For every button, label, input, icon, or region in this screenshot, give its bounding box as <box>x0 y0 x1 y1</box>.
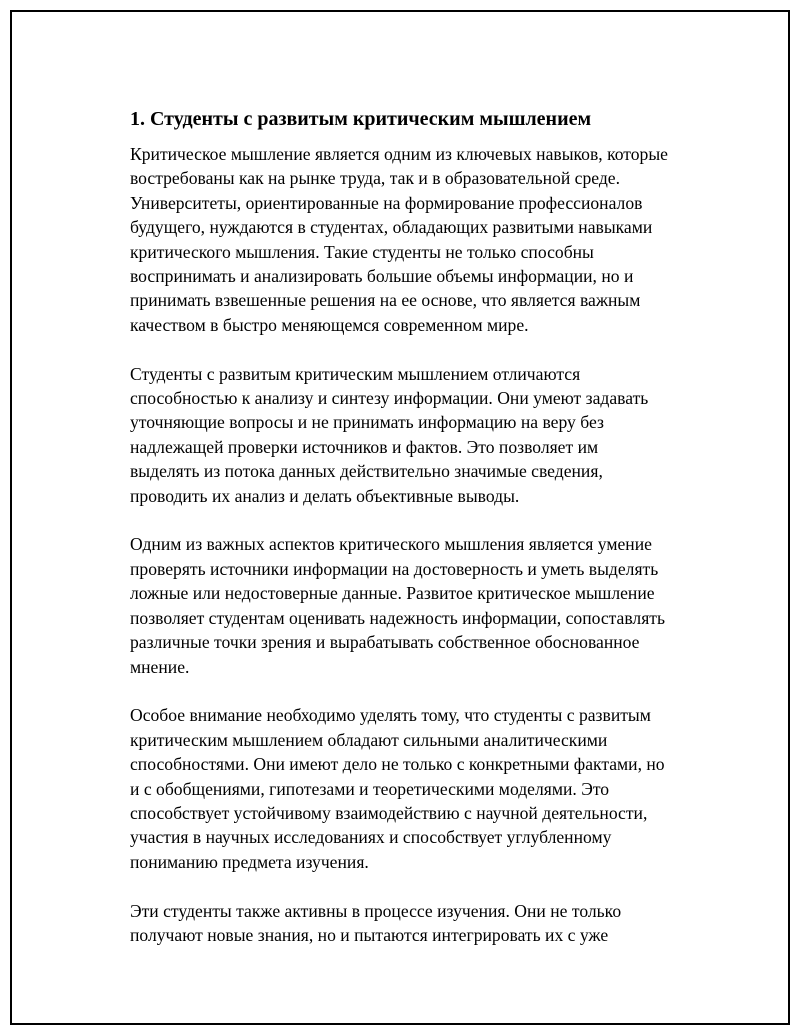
text-line: Эти студенты также активны в процессе изучения. Они не только <box>130 900 622 921</box>
text-line: надлежащей проверки источников и фактов. Это позволяет им <box>130 436 599 457</box>
text-line: Критическое мышление является одним из ключевых навыков, которые <box>130 144 668 164</box>
text-line: Студенты с развитым критическим мышлением отличаются <box>130 363 581 384</box>
text-line: проверять источники информации на достоверность и уметь выделять <box>130 558 659 579</box>
text-line: участия в научных исследованиях и способствует углубленному <box>130 827 612 848</box>
text-line: мнение. <box>130 656 190 677</box>
text-line: получают новые знания, но и пытаются интегрировать их с уже <box>130 924 609 945</box>
document-body <box>130 106 710 972</box>
text-line: способствует устойчивому взаимодействию с научной деятельности, <box>130 802 648 823</box>
text-line: различные точки зрения и вырабатывать собственное обоснованное <box>130 632 640 653</box>
text-line: проводить их анализ и делать объективные выводы. <box>130 485 520 506</box>
text-line: и с обобщениями, гипотезами и теоретическими моделями. Это <box>130 778 610 799</box>
paragraph <box>130 362 710 508</box>
text-line: будущего, нуждаются в студентах, обладающих развитыми навыками <box>130 217 653 238</box>
text-line: принимать взвешенные решения на ее основе, что является важным <box>130 290 641 311</box>
paragraph <box>130 532 710 678</box>
paragraph-list <box>130 142 710 947</box>
text-line: выделять из потока данных действительно значимые сведения, <box>130 461 603 482</box>
text-line: пониманию предмета изучения. <box>130 851 369 872</box>
text-line: способностью к анализу и синтезу информации. Они умеют задавать <box>130 388 649 409</box>
paragraph <box>130 899 710 948</box>
text-line: способностями. Они имеют дело не только с конкретными фактами, но <box>130 754 665 775</box>
text-line: Университеты, ориентированные на формирование профессионалов <box>130 192 643 213</box>
paragraph <box>130 142 710 337</box>
paragraph <box>130 703 710 874</box>
text-line: воспринимать и анализировать большие объемы информации, но и <box>130 266 634 287</box>
page-border <box>10 10 790 1025</box>
text-line: критического мышления. Такие студенты не только способны <box>130 241 594 262</box>
section-heading: 1. Студенты с развитым критическим мышлением <box>130 108 592 130</box>
text-line: ложные или недостоверные данные. Развитое критическое мышление <box>130 583 655 604</box>
text-line: уточняющие вопросы и не принимать информацию на веру без <box>130 412 604 433</box>
text-line: Одним из важных аспектов критического мышления является умение <box>130 534 652 555</box>
text-line: востребованы как на рынке труда, так и в образовательной среде. <box>130 168 621 189</box>
text-line: критическим мышлением обладают сильными аналитическими <box>130 729 608 750</box>
text-line: позволяет студентам оценивать надежность информации, сопоставлять <box>130 607 666 628</box>
text-line: Особое внимание необходимо уделять тому, что студенты с развитым <box>130 705 651 726</box>
text-line: качеством в быстро меняющемся современном мире. <box>130 314 529 335</box>
